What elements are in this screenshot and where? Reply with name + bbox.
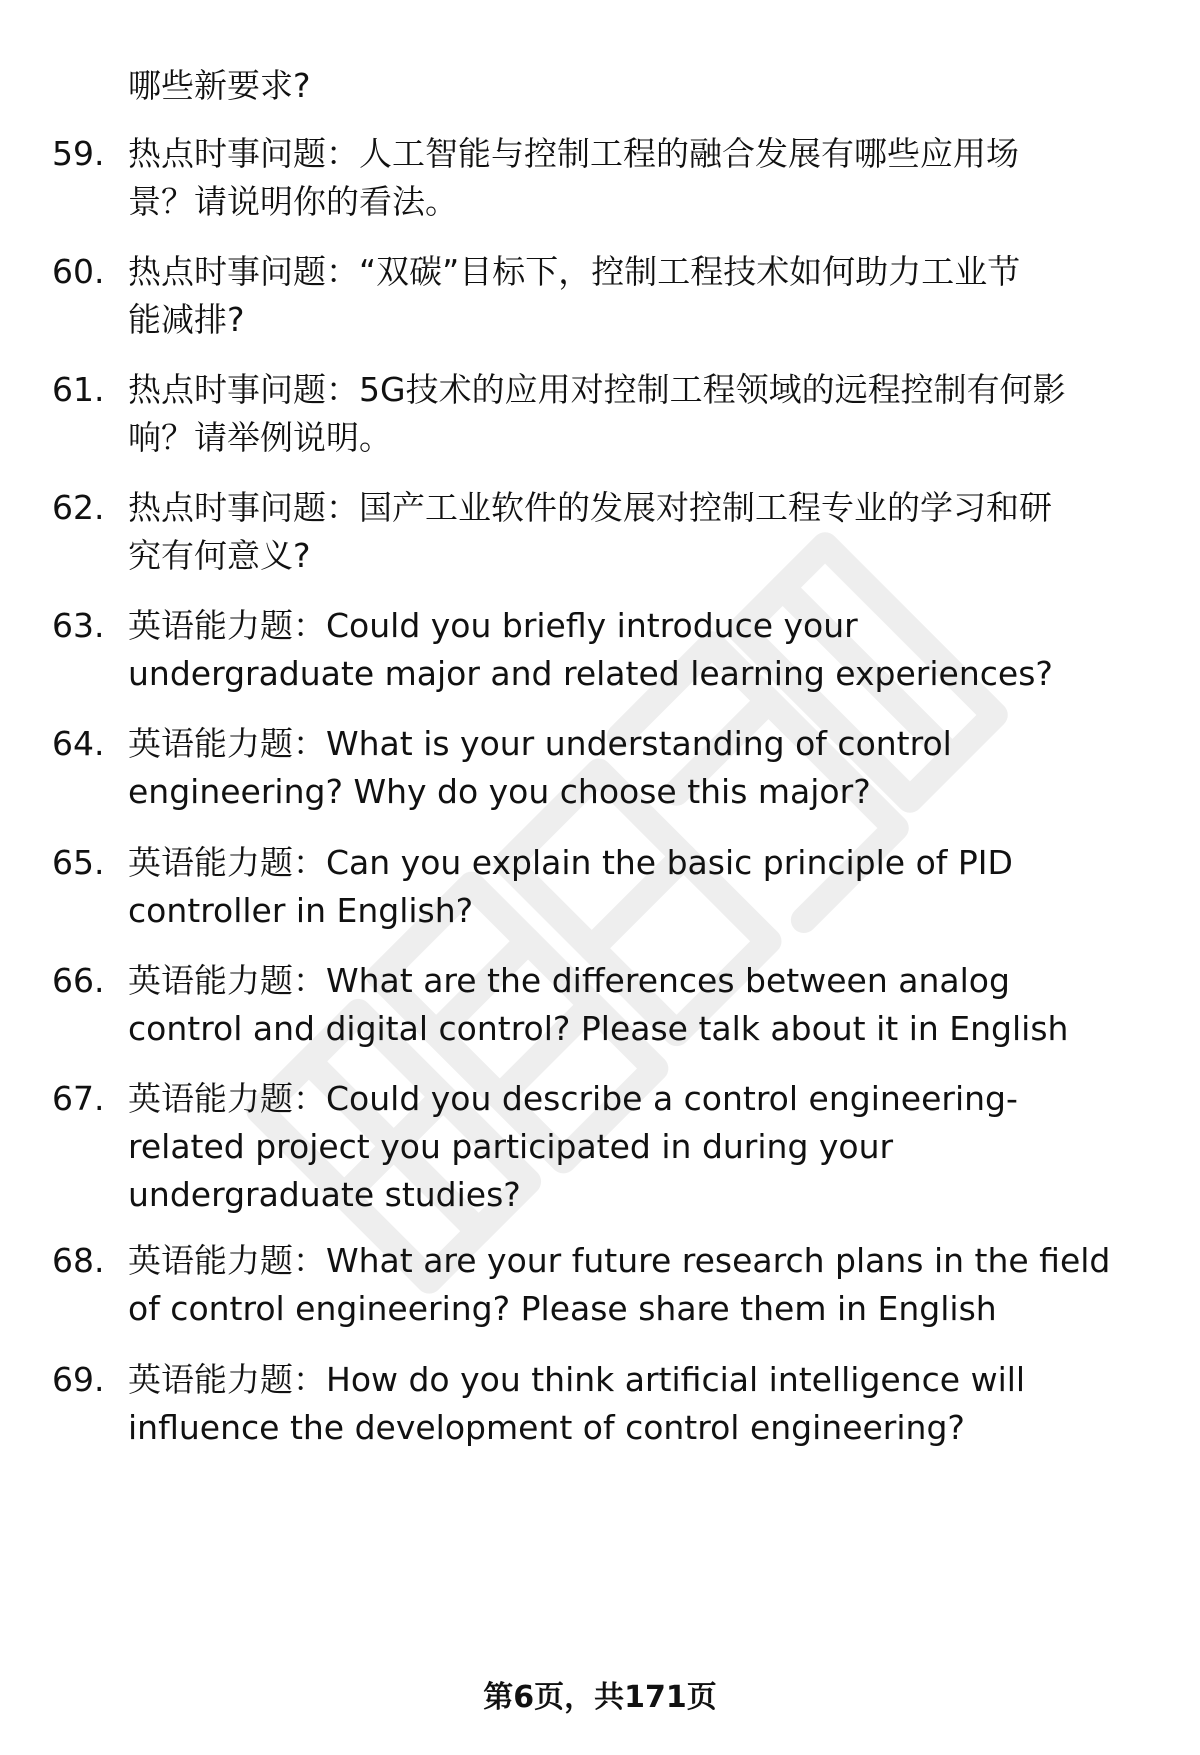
question-text-line: 英语能力题：Can you explain the basic principle of PID [128, 843, 1013, 882]
question-text-line: 响？请举例说明。 [128, 418, 392, 457]
question-text-line: engineering? Why do you choose this major? [128, 772, 871, 811]
question-text-line: 英语能力题：What are your future research plans in the field [128, 1241, 1111, 1280]
question-number: 59. [52, 134, 105, 173]
question-text [128, 602, 1168, 698]
question-text-line: undergraduate major and related learning experiences? [128, 654, 1053, 693]
question-text [128, 957, 1168, 1053]
question-number: 65. [52, 843, 105, 882]
question-number: 66. [52, 961, 105, 1000]
question-number: 69. [52, 1360, 105, 1399]
question-text-line: influence the development of control engineering? [128, 1408, 965, 1447]
question-number: 64. [52, 724, 105, 763]
question-text [128, 130, 1168, 226]
question-text-line: 热点时事问题：“双碳”目标下，控制工程技术如何助力工业节 [128, 252, 1021, 291]
question-text-line: 英语能力题：Could you describe a control engineering- [128, 1079, 1018, 1118]
question-text [128, 720, 1168, 816]
question-text-line: 英语能力题：What are the differences between analog [128, 961, 1010, 1000]
question-text-line: 热点时事问题：国产工业软件的发展对控制工程专业的学习和研 [128, 488, 1052, 527]
question-text-line: 英语能力题：Could you briefly introduce your [128, 606, 858, 645]
question-number: 68. [52, 1241, 105, 1280]
question-text-line: 英语能力题：What is your understanding of control [128, 724, 952, 763]
question-text-line: undergraduate studies? [128, 1175, 521, 1214]
question-text [128, 484, 1168, 580]
question-text [128, 1075, 1168, 1219]
question-text-line: 热点时事问题：人工智能与控制工程的融合发展有哪些应用场 [128, 134, 1019, 173]
question-text-line: 英语能力题：How do you think artificial intelligence will [128, 1360, 1026, 1399]
question-text-line: controller in English? [128, 891, 474, 930]
question-text-line: 热点时事问题：5G技术的应用对控制工程领域的远程控制有何影 [128, 370, 1066, 409]
question-text [128, 366, 1168, 462]
question-text [128, 1356, 1168, 1452]
question-text-line: related project you participated in during your [128, 1127, 894, 1166]
question-number: 60. [52, 252, 105, 291]
question-text [128, 839, 1168, 935]
question-number: 61. [52, 370, 105, 409]
question-number: 62. [52, 488, 105, 527]
question-text-line: 能减排? [128, 300, 245, 339]
question-text-line: 究有何意义? [128, 536, 311, 575]
question-text-line: control and digital control? Please talk about it in English [128, 1009, 1069, 1048]
question-text-line: of control engineering? Please share them in English [128, 1289, 997, 1328]
question-text [128, 1237, 1168, 1333]
question-number: 63. [52, 606, 105, 645]
continuation-text: 哪些新要求? [128, 66, 311, 105]
question-text [128, 248, 1168, 344]
page-number: 第6页，共171页 [483, 1680, 717, 1715]
question-text-line: 景？请说明你的看法。 [128, 182, 458, 221]
question-number: 67. [52, 1079, 105, 1118]
